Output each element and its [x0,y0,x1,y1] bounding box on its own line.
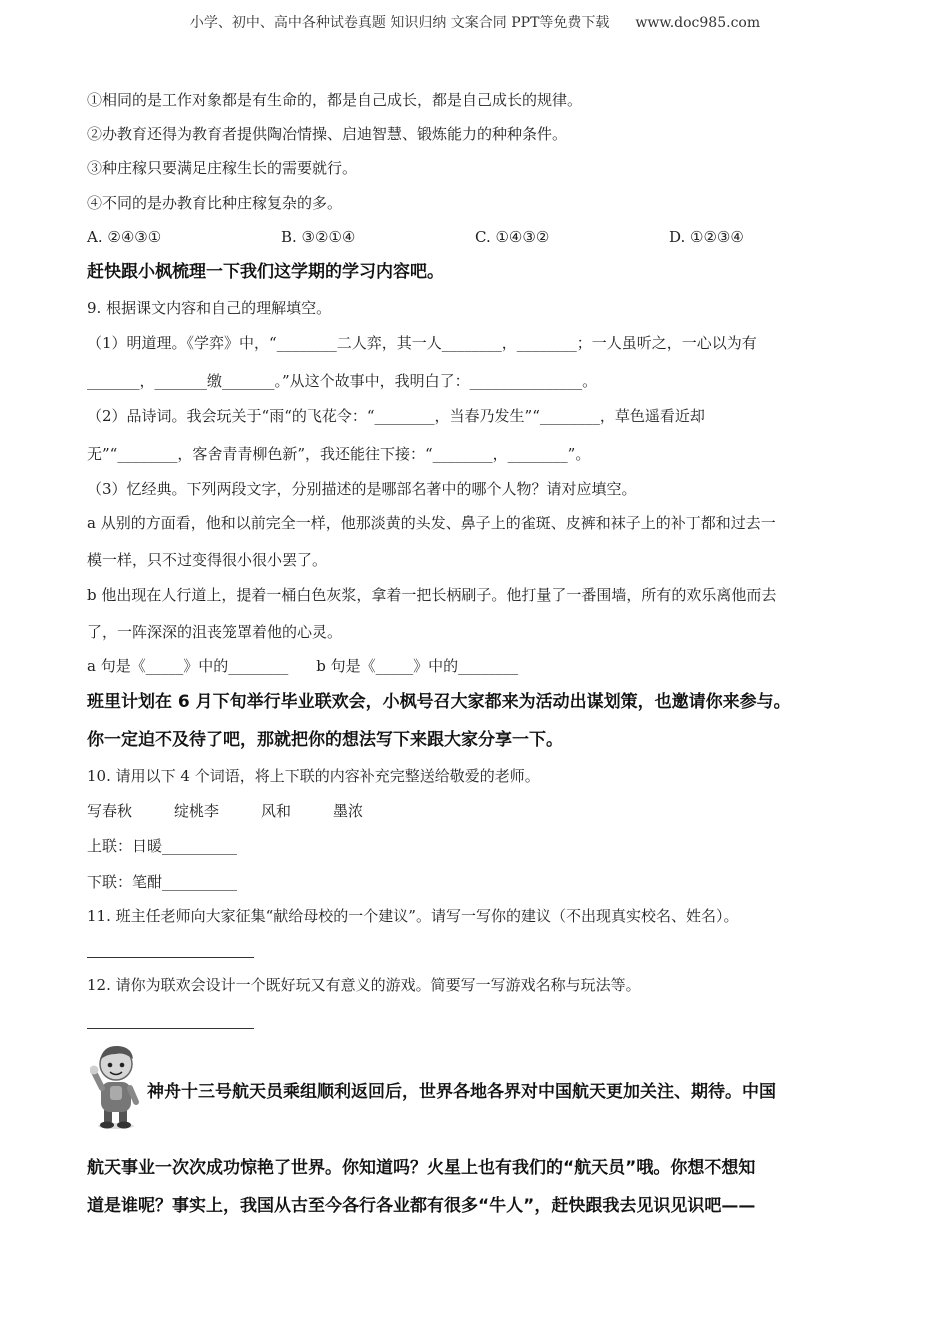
section3-line2: 航天事业一次次成功惊艳了世界。你知道吗？火星上也有我们的“航天员”哦。你想不想知 [87,1158,756,1178]
section2-line2: 你一定迫不及待了吧，那就把你的想法写下来跟大家分享一下。 [87,730,563,750]
page-header [0,12,950,32]
q8-item-4: ④不同的是办教育比种庄稼复杂的多。 [87,194,343,212]
q9-fill-row [87,656,518,676]
q8-item-3: ③种庄稼只要满足庄稼生长的需要就行。 [87,159,358,177]
q9-passage-b-line1: b 他出现在人行道上，提着一桶白色灰浆，拿着一把长柄刷子。他打量了一番围墙，所有的欢乐离他而去 [87,586,777,604]
q9-fill-b[interactable]: b 句是《_____》中的________ [316,657,519,675]
q8-item-1: ①相同的是工作对象都是有生命的，都是自己成长，都是自己成长的规律。 [87,91,583,109]
q9-part1-line2[interactable]: _______，_______缴_______。”从这个故事中，我明白了：_______________。 [87,372,598,390]
q10-stem: 10. 请用以下 4 个词语，将上下联的内容补充完整送给敬爱的老师。 [87,767,540,785]
q9-part1-line1[interactable]: （1）明道理。《学弈》中，“________二人弈，其一人________，________；一人虽听之，一心以为有 [87,334,757,352]
q10-word-list [87,801,405,821]
q8-option-a[interactable]: A. ②④③① [87,228,162,246]
q8-option-c[interactable]: C. ①④③② [475,228,550,246]
q8-option-b[interactable]: B. ③②①④ [281,228,356,246]
q10-word: 写春秋 [87,802,133,820]
header-text: 小学、初中、高中各种试卷真题 知识归纳 文案合同 PPT等免费下载 [189,15,610,31]
q10-word: 风和 [261,802,292,820]
q9-fill-a[interactable]: a 句是《_____》中的________ [87,657,289,675]
q9-part2-line2[interactable]: 无”“________，客舍青青柳色新”，我还能往下接：“________，________”。 [87,445,591,463]
q9-part3-stem: （3）忆经典。下列两段文字，分别描述的是哪部名著中的哪个人物？请对应填空。 [87,480,637,498]
q10-lower-couplet[interactable]: 下联：笔酣__________ [87,873,238,891]
header-site-link[interactable]: www.doc985.com [635,15,761,31]
section1-title: 赶快跟小枫梳理一下我们这学期的学习内容吧。 [87,262,444,282]
q8-item-2: ②办教育还得为教育者提供陶冶情操、启迪智慧、锻炼能力的种种条件。 [87,125,568,143]
q10-word: 墨浓 [333,802,364,820]
q8-options [87,227,863,247]
section3-line3: 道是谁呢？事实上，我国从古至今各行各业都有很多“牛人”，赶快跟我去见识见识吧—— [87,1196,756,1216]
boy-mascot-icon [90,1042,142,1130]
q9-passage-a-line1: a 从别的方面看，他和以前完全一样，他那淡黄的头发、鼻子上的雀斑、皮裤和袜子上的补丁都和过去一 [87,514,776,532]
q8-option-d[interactable]: D. ①②③④ [669,228,744,246]
q9-stem: 9. 根据课文内容和自己的理解填空。 [87,299,332,317]
section2-line1: 班里计划在 6 月下旬举行毕业联欢会，小枫号召大家都来为活动出谋划策，也邀请你来参与。 [87,692,791,712]
q9-part2-line1[interactable]: （2）品诗词。我会玩关于“雨“的飞花令：“________，当春乃发生”“________，草色遥看近却 [87,407,705,425]
section3-line1: 神舟十三号航天员乘组顺利返回后，世界各地各界对中国航天更加关注、期待。中国 [147,1082,776,1102]
q9-passage-a-line2: 模一样，只不过变得很小很小罢了。 [87,551,328,569]
q10-word: 绽桃李 [174,802,220,820]
q11-stem: 11. 班主任老师向大家征集“献给母校的一个建议”。请写一写你的建议（不出现真实校名、姓名）。 [87,907,739,925]
q10-upper-couplet[interactable]: 上联：日暖__________ [87,837,238,855]
q12-stem: 12. 请你为联欢会设计一个既好玩又有意义的游戏。简要写一写游戏名称与玩法等。 [87,976,641,994]
q11-answer-line[interactable] [87,957,254,958]
q9-passage-b-line2: 了，一阵深深的沮丧笼罩着他的心灵。 [87,623,343,641]
q12-answer-line[interactable] [87,1028,254,1029]
